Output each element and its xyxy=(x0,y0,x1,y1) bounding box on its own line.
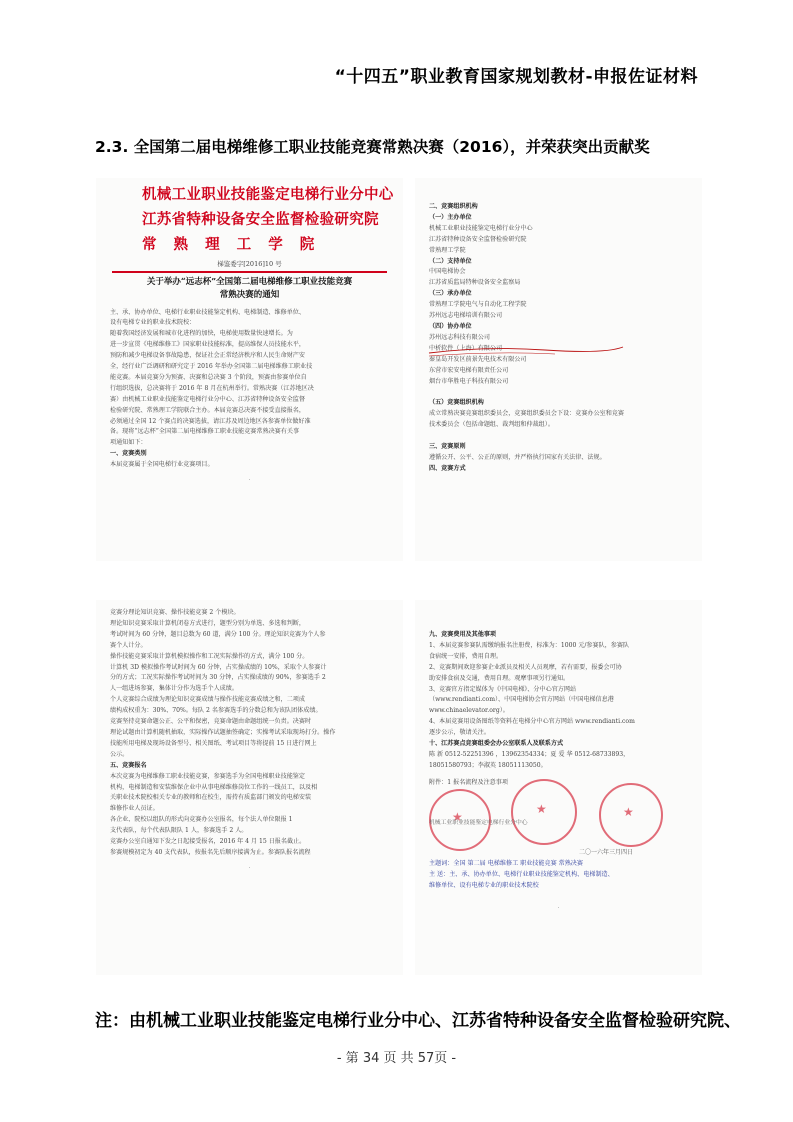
page-dot: · xyxy=(248,477,251,485)
text-line: 4、本届竞赛用设备图纸等资料在电梯分中心官方网站 www.rendianti.com xyxy=(429,718,635,726)
section-heading: 九、竞赛费用及其他事项 xyxy=(429,631,497,638)
text-line: 计算机 3D 模拟操作考试时间为 60 分钟，占实操成绩的 10%，采取个人参赛计 xyxy=(110,663,327,671)
org-name-2: 江苏省特种设备安全监督检验研究院 xyxy=(142,211,379,228)
text-line: 绩构成权重为：30%、70%。每队 2 名参赛选手的分数总和为该队团体成绩。 xyxy=(110,707,322,715)
text-line: 技能所用电梯及现场设备型号、相关图纸、考试项目等将提前 15 日进行网上 xyxy=(110,739,317,747)
text-line: 江苏省质监局特种设备安全监察局 xyxy=(429,279,521,287)
official-stamps xyxy=(429,789,688,859)
text-line: 进一步宣贯《电梯维修工》国家职业技能标准，提高维保人员技能水平， xyxy=(110,341,305,349)
text-line: 个人竞赛综合成绩为理论知识竞赛成绩与操作技能竞赛成绩之和，二项成 xyxy=(110,696,305,704)
text-line: 支代表队，每个代表队限队 1 人，参赛选手 2 人。 xyxy=(110,827,248,835)
text-line: 苏州远志电梯培训有限公司 xyxy=(429,312,503,320)
text-line: 公示。 xyxy=(110,750,129,758)
document-header: “十四五”职业教育国家规划教材-申报佐证材料 xyxy=(334,67,698,87)
text-line: 苏州远志科技有限公司 xyxy=(429,333,490,341)
text-line xyxy=(429,431,688,442)
text-line: 常熟理工学院电气与自动化工程学院 xyxy=(429,301,527,309)
section-heading: 二、竞赛组织机构 xyxy=(429,203,478,210)
text-line: 能竞赛。本届竞赛分为预赛、决赛和总决赛 3 个阶段，预赛由参赛单位自 xyxy=(110,373,307,381)
text-line: 行组织选拔，总决赛将于 2016 年 8 月在杭州举行。常熟决赛（江苏地区决 xyxy=(110,384,314,392)
text-line: 分的方式；工况实际操作考试时间为 30 分钟，占实操成绩的 90%，参赛选手 2 xyxy=(110,674,326,682)
text-line: 参赛规模初定为 40 支代表队，按报名先后顺序接满为止。参赛队报名流程 xyxy=(110,848,311,856)
text-line: 助安排食宿及交通，费用自理。观摩事项另行通知。 xyxy=(429,674,570,682)
section-heading: （五）竞赛组织机构 xyxy=(429,399,484,407)
keywords-line: 主题词：全国 第二届 电梯维修工 职业技能竞赛 常熟决赛 xyxy=(429,859,583,867)
text-line: 技术委员会（包括命题组、裁判组和仲裁组）。 xyxy=(429,421,554,429)
notice-title-line-1: 关于举办“远志杯”全国第二届电梯维修工职业技能竞赛 xyxy=(146,276,353,287)
text-line: 全，经行业广泛调研和研究定于 2016 年举办全国第二届电梯维修工职业技 xyxy=(110,363,313,371)
section-heading: （二）支持单位 xyxy=(429,257,472,265)
text-line: 主、承、协办单位、电梯行业职业技能鉴定机构、电梯制造、维修单位、 xyxy=(110,308,305,316)
section-heading: 十、江苏赛点竞赛组委会办公室联系人及联系方式 xyxy=(429,740,564,748)
notice-body xyxy=(110,308,389,472)
section-heading: （一）主办单位 xyxy=(429,213,472,221)
text-line: 检验研究院、常熟理工学院联合主办。本届竞赛总决赛不接受直接报名， xyxy=(110,406,305,414)
org-structure-body xyxy=(429,202,688,475)
attachment-text: 附件：1 报名流程及注意事项 xyxy=(429,778,508,786)
text-line: 食宿统一安排，费用自理。 xyxy=(429,652,503,660)
text-line: 1、本届竞赛参赛队需缴纳报名注册费，标准为：1000 元/参赛队，参赛队 xyxy=(429,641,630,649)
text-line: 成立常熟决赛竞赛组织委员会，竞赛组织委员会下设：竞赛办公室和竞赛 xyxy=(429,410,624,418)
red-divider xyxy=(112,271,387,273)
text-line: 机械工业职业技能鉴定电梯行业分中心 xyxy=(429,224,533,232)
text-line: 竞赛坚持竞赛命题公正、公平和保密，竞赛命题由命题组统一负责。决赛时 xyxy=(110,718,312,726)
text-line: 东营市宏安电梯有限责任公司 xyxy=(429,366,509,374)
contact-line: 18051580793；李淑英 18051113050。 xyxy=(429,761,547,769)
text-line: 关职业技术院校相关专业的教师和在校生，需持有质监部门颁发的电梯安装 xyxy=(110,794,312,802)
section-heading: （三）承办单位 xyxy=(429,290,472,298)
text-line: （www.rendianti.com）、中国电梯协会官方网站（中国电梯信息港 xyxy=(429,696,614,704)
scan-page-4 xyxy=(415,600,702,975)
text-line: 2、竞赛期间欢迎参赛企业派员及相关人员观摩，若有需要，报委会可协 xyxy=(429,663,622,671)
competition-rules-body xyxy=(110,608,389,859)
text-line: 考试时间为 60 分钟，题目总数为 60 道，满分 100 分。理论知识竞赛为个人参 xyxy=(110,630,326,638)
section-heading: （四）协办单位 xyxy=(429,322,472,330)
page-dot: · xyxy=(248,864,251,872)
text-line: 操作技能竞赛采取计算机模拟操作和工况实际操作的方式，满分 100 分。 xyxy=(110,652,309,660)
page-number: - 第 34 页 共 57页 - xyxy=(336,1051,457,1066)
text-line: 江苏省特种设备安全监督检验研究院 xyxy=(429,235,527,243)
footnote: 注：由机械工业职业技能鉴定电梯行业分中心、江苏省特种设备安全监督检验研究院、 xyxy=(95,1011,741,1031)
text-line: 机构，电梯制造和安装维保企业中从事电梯维修岗位工作的一线员工，以及相 xyxy=(110,783,318,791)
cc-block xyxy=(429,859,688,892)
notice-title-line-2: 常熟决赛的通知 xyxy=(219,289,280,300)
text-line: 烟台市华胜电子科技有限公司 xyxy=(429,377,509,385)
seal-star: ★ xyxy=(536,801,547,816)
text-line: 随着我国经济发展和城市化进程的加快，电梯使用数量快速增长。为 xyxy=(110,330,293,338)
text-line: www.chinaelevator.org）。 xyxy=(429,707,509,715)
page-dot: · xyxy=(557,905,560,913)
text-line: 人一组进场参赛，集体计分作为选手个人成绩。 xyxy=(110,685,238,693)
section-heading: 五、竞赛报名 xyxy=(110,761,147,769)
text-line: 中国电梯协会 xyxy=(429,268,466,276)
org-name-3: 常 熟 理 工 学 院 xyxy=(142,236,321,253)
scan-page-2 xyxy=(415,178,702,561)
text-line: 各企业、院校以组队的形式向竞赛办公室报名，每个法人单位限报 1 xyxy=(110,816,293,824)
seal-star: ★ xyxy=(452,809,463,824)
text-line: 遵循公开、公平、公正的原则，并严格执行国家有关法律、法规。 xyxy=(429,453,606,461)
cc-line: 维修单位、设有电梯专业的职业技术院校 xyxy=(429,881,539,889)
text-line: 竞赛办公室自通知下发之日起接受报名，2016 年 4 月 15 日报名截止。 xyxy=(110,838,306,846)
scan-page-1 xyxy=(96,178,403,561)
text-line: 逐步公示，敬请关注。 xyxy=(429,729,490,737)
fees-contacts-body xyxy=(429,630,688,772)
text-line: 设有电梯专业的职业技术院校： xyxy=(110,319,196,327)
text-line: 本届竞赛属于全国电梯行业竞赛项目。 xyxy=(110,461,214,469)
seal-star: ★ xyxy=(623,804,634,819)
text-line: 中析软件（上海）有限公司 xyxy=(429,344,503,352)
text-line: 预防和减少电梯设备事故隐患，保证社会正常经济秩序和人民生命财产安 xyxy=(110,352,305,360)
section-heading: 一、竞赛类别 xyxy=(110,450,147,458)
scan-page-3 xyxy=(96,600,403,975)
section-title: 2.3. 全国第二届电梯维修工职业技能竞赛常熟决赛（2016），并荣获突出贡献奖 xyxy=(95,138,650,156)
contact-line: 陈 新 0512-52251396 ，13962354334；夏 爱 华 0512-68733893， xyxy=(429,750,630,758)
text-line xyxy=(429,387,688,398)
issue-date: 二〇一六年三月四日 xyxy=(579,848,634,856)
text-line: 理论试题由计算机随机抽取，实际操作试题抽签确定；实操考试采取现场打分。操作 xyxy=(110,728,336,736)
stamp-org-text: 机械工业职业技能鉴定电梯行业分中心 xyxy=(429,819,528,826)
section-heading: 四、竞赛方式 xyxy=(429,464,466,472)
text-line: 理论知识竞赛采取计算机闭卷方式进行，题型分别为单选、多选和判断， xyxy=(110,619,305,627)
text-line: 常熟理工学院 xyxy=(429,246,466,254)
text-line: 维修作业人员证。 xyxy=(110,805,159,813)
text-line: 本次竞赛为电梯维修工职业技能竞赛，参赛选手为全国电梯职业技能鉴定 xyxy=(110,772,305,780)
org-name-1: 机械工业职业技能鉴定电梯行业分中心 xyxy=(142,186,394,203)
text-line: 必须通过全国 12 个赛点的决赛选拔，请江苏及周边地区各参赛单位做好准 xyxy=(110,417,311,425)
text-line: 秦皇岛开发区前景先电技术有限公司 xyxy=(429,355,527,363)
text-line: 赛）由机械工业职业技能鉴定电梯行业分中心、江苏省特种设备安全监督 xyxy=(110,395,305,403)
text-line: 3、竞赛官方指定媒体为《中国电梯》、分中心官方网站 xyxy=(429,685,577,693)
section-heading: 三、竞赛原则 xyxy=(429,442,466,450)
text-line: 赛个人计分。 xyxy=(110,641,147,649)
text-line: 备。现将“远志杯”全国第二届电梯维修工职业技能竞赛常熟决赛有关事 xyxy=(110,428,300,436)
text-line: 项通知如下： xyxy=(110,439,147,447)
text-line: 竞赛分理论知识竞赛、操作技能竞赛 2 个模块。 xyxy=(110,609,240,616)
cc-line: 主 送：主、承、协办单位、电梯行业职业技能鉴定机构、电梯制造、 xyxy=(429,870,614,878)
doc-number: 梯鉴委字[2016]10 号 xyxy=(217,260,282,268)
